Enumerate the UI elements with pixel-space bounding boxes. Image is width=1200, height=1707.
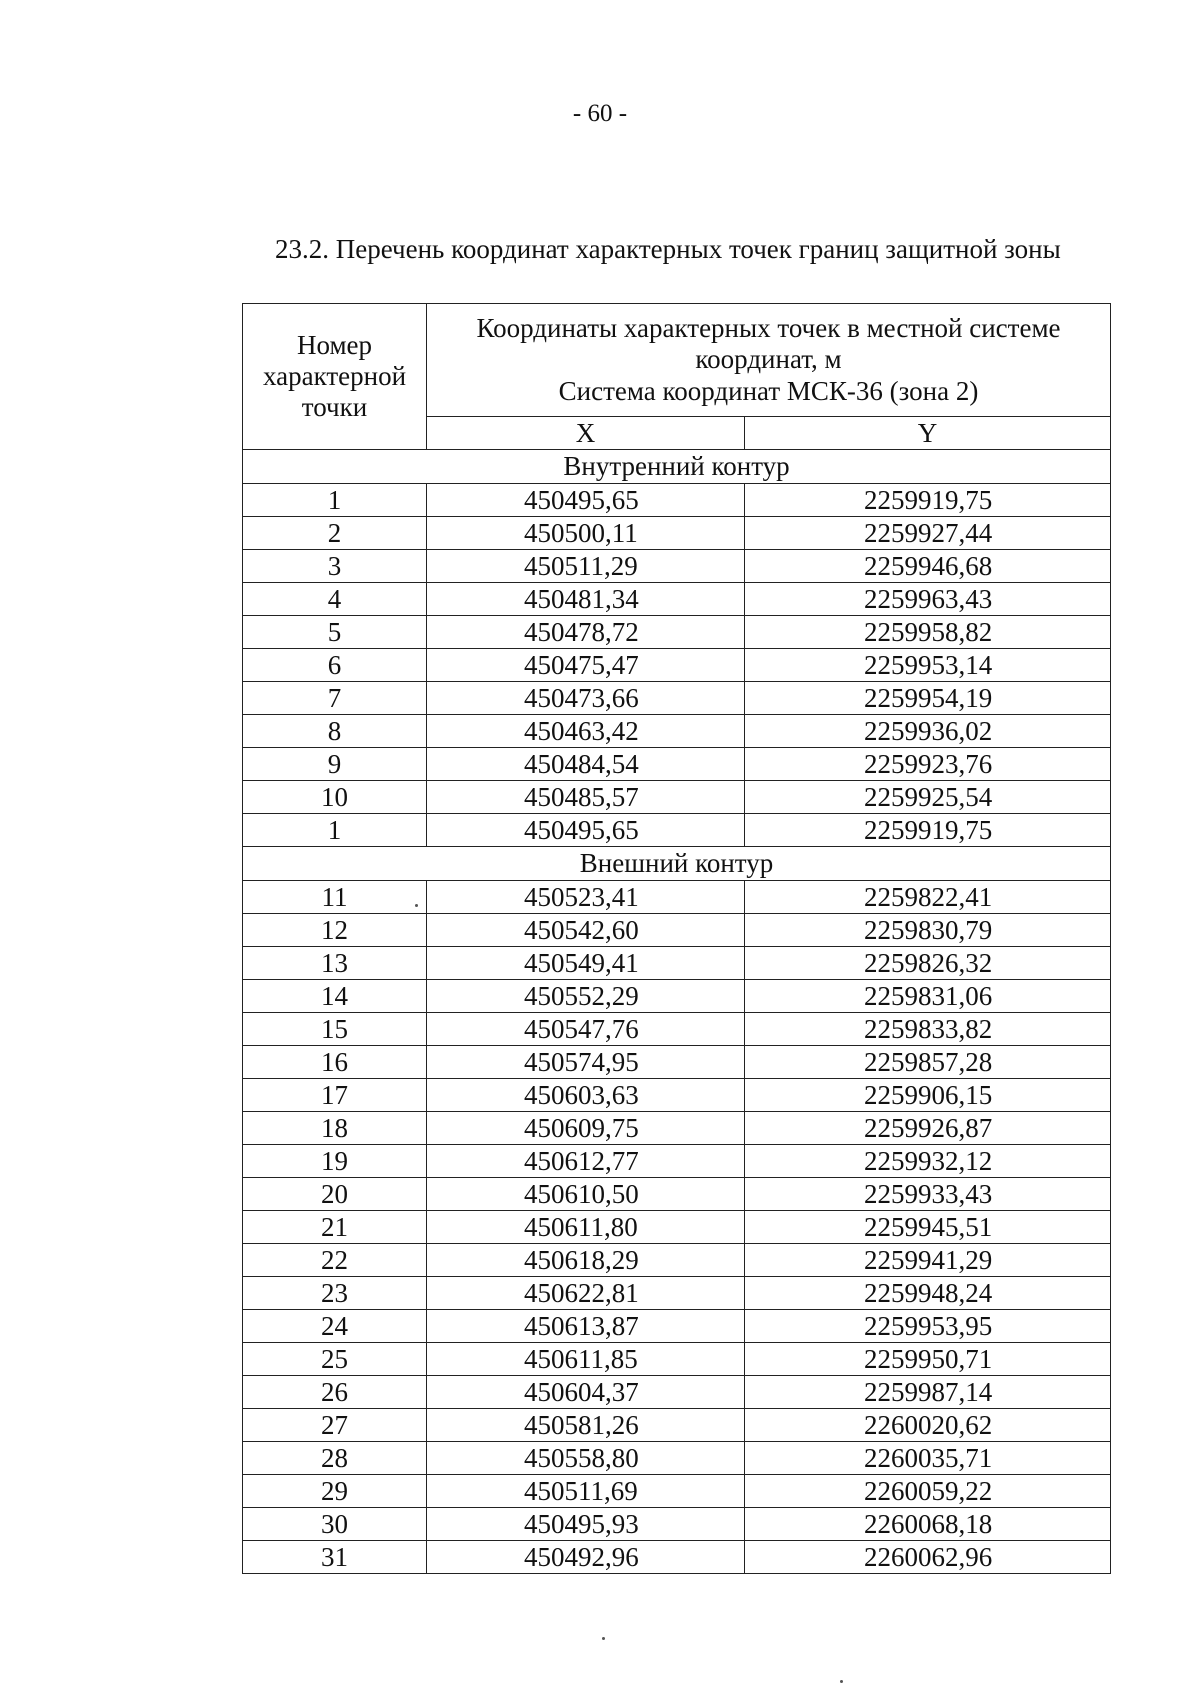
- y-coordinate-cell: 2260068,18: [745, 1508, 1111, 1541]
- point-number-cell: 31: [243, 1541, 427, 1574]
- table-row: [243, 1376, 1111, 1409]
- table-row: [243, 748, 1111, 781]
- x-coordinate-cell: 450475,47: [427, 649, 745, 682]
- table-row: [243, 781, 1111, 814]
- y-column-header: Y: [745, 417, 1111, 450]
- table-row: [243, 1541, 1111, 1574]
- y-coordinate-cell: 2259963,43: [745, 583, 1111, 616]
- x-coordinate-cell: 450495,65: [427, 484, 745, 517]
- x-coordinate-cell: 450542,60: [427, 914, 745, 947]
- point-number-cell: 20: [243, 1178, 427, 1211]
- x-coordinate-cell: 450611,80: [427, 1211, 745, 1244]
- table-header-row: [243, 304, 1111, 417]
- point-number-cell: 1: [243, 484, 427, 517]
- scan-speck: [840, 1680, 843, 1683]
- point-number-cell: 28: [243, 1442, 427, 1475]
- point-number-cell: 23: [243, 1277, 427, 1310]
- section-title: 23.2. Перечень координат характерных точек границ защитной зоны: [275, 234, 1061, 264]
- y-coordinate-cell: 2260035,71: [745, 1442, 1111, 1475]
- point-number-cell: 27: [243, 1409, 427, 1442]
- table-row: [243, 1013, 1111, 1046]
- point-number-cell: 14: [243, 980, 427, 1013]
- y-coordinate-cell: 2259826,32: [745, 947, 1111, 980]
- table-row: [243, 881, 1111, 914]
- y-coordinate-cell: 2260020,62: [745, 1409, 1111, 1442]
- x-coordinate-cell: 450500,11: [427, 517, 745, 550]
- y-coordinate-cell: 2259906,15: [745, 1079, 1111, 1112]
- x-coordinate-cell: 450549,41: [427, 947, 745, 980]
- y-coordinate-cell: 2259923,76: [745, 748, 1111, 781]
- point-number-cell: 9: [243, 748, 427, 781]
- x-coordinate-cell: 450613,87: [427, 1310, 745, 1343]
- y-coordinate-cell: 2259945,51: [745, 1211, 1111, 1244]
- y-coordinate-cell: 2259941,29: [745, 1244, 1111, 1277]
- table-row: [243, 517, 1111, 550]
- y-coordinate-cell: 2260062,96: [745, 1541, 1111, 1574]
- y-coordinate-cell: 2259987,14: [745, 1376, 1111, 1409]
- point-number-cell: 15: [243, 1013, 427, 1046]
- coordinates-header: [427, 304, 1111, 417]
- table-row: [243, 1442, 1111, 1475]
- x-coordinate-cell: 450495,93: [427, 1508, 745, 1541]
- x-coordinate-cell: 450463,42: [427, 715, 745, 748]
- x-coordinate-cell: 450473,66: [427, 682, 745, 715]
- x-coordinate-cell: 450484,54: [427, 748, 745, 781]
- x-coordinate-cell: 450603,63: [427, 1079, 745, 1112]
- y-coordinate-cell: 2259919,75: [745, 484, 1111, 517]
- x-coordinate-cell: 450612,77: [427, 1145, 745, 1178]
- x-coordinate-cell: 450611,85: [427, 1343, 745, 1376]
- y-coordinate-cell: 2259857,28: [745, 1046, 1111, 1079]
- x-coordinate-cell: 450478,72: [427, 616, 745, 649]
- table-row: [243, 649, 1111, 682]
- scan-speck: [602, 1637, 605, 1640]
- y-coordinate-cell: 2259833,82: [745, 1013, 1111, 1046]
- table-row: [243, 1277, 1111, 1310]
- table-row: [243, 1475, 1111, 1508]
- x-coordinate-cell: 450511,29: [427, 550, 745, 583]
- table-row: [243, 1343, 1111, 1376]
- y-coordinate-cell: 2259926,87: [745, 1112, 1111, 1145]
- point-number-cell: 21: [243, 1211, 427, 1244]
- table-row: [243, 1310, 1111, 1343]
- point-number-cell: 22: [243, 1244, 427, 1277]
- point-number-cell: 5: [243, 616, 427, 649]
- y-coordinate-cell: 2259933,43: [745, 1178, 1111, 1211]
- section-title-cell: Внешний контур: [243, 847, 1111, 881]
- y-coordinate-cell: 2260059,22: [745, 1475, 1111, 1508]
- x-coordinate-cell: 450581,26: [427, 1409, 745, 1442]
- table-row: [243, 1079, 1111, 1112]
- table-row: [243, 1112, 1111, 1145]
- point-number-cell: 18: [243, 1112, 427, 1145]
- table-row: [243, 715, 1111, 748]
- section-row: [243, 450, 1111, 484]
- table-row: [243, 1409, 1111, 1442]
- y-coordinate-cell: 2259958,82: [745, 616, 1111, 649]
- x-coordinate-cell: 450604,37: [427, 1376, 745, 1409]
- x-coordinate-cell: 450523,41: [427, 881, 745, 914]
- x-coordinate-cell: 450492,96: [427, 1541, 745, 1574]
- x-coordinate-cell: 450609,75: [427, 1112, 745, 1145]
- y-coordinate-cell: 2259932,12: [745, 1145, 1111, 1178]
- x-coordinate-cell: 450574,95: [427, 1046, 745, 1079]
- table-row: [243, 484, 1111, 517]
- table-row: [243, 980, 1111, 1013]
- y-coordinate-cell: 2259830,79: [745, 914, 1111, 947]
- x-column-header: X: [427, 417, 745, 450]
- coordinates-header-line1: Координаты характерных точек в местной системе координат, м: [476, 313, 1061, 375]
- section-title-cell: Внутренний контур: [243, 450, 1111, 484]
- x-coordinate-cell: 450552,29: [427, 980, 745, 1013]
- point-number-cell: 29: [243, 1475, 427, 1508]
- point-number-cell: 8: [243, 715, 427, 748]
- y-coordinate-cell: 2259831,06: [745, 980, 1111, 1013]
- x-coordinate-cell: 450481,34: [427, 583, 745, 616]
- table-row: [243, 1244, 1111, 1277]
- y-coordinate-cell: 2259954,19: [745, 682, 1111, 715]
- point-number-cell: 4: [243, 583, 427, 616]
- y-coordinate-cell: 2259946,68: [745, 550, 1111, 583]
- y-coordinate-cell: 2259948,24: [745, 1277, 1111, 1310]
- y-coordinate-cell: 2259936,02: [745, 715, 1111, 748]
- x-coordinate-cell: 450547,76: [427, 1013, 745, 1046]
- page-number: - 60 -: [572, 100, 628, 127]
- table-row: [243, 914, 1111, 947]
- point-number-cell: 6: [243, 649, 427, 682]
- y-coordinate-cell: 2259822,41: [745, 881, 1111, 914]
- x-coordinate-cell: 450511,69: [427, 1475, 745, 1508]
- scan-speck: [415, 904, 418, 907]
- table-row: [243, 583, 1111, 616]
- point-number-cell: 13: [243, 947, 427, 980]
- y-coordinate-cell: 2259950,71: [745, 1343, 1111, 1376]
- point-number-cell: 10: [243, 781, 427, 814]
- coordinate-system-label: Система координат МСК-36 (зона 2): [558, 375, 979, 406]
- point-number-cell: 30: [243, 1508, 427, 1541]
- point-number-cell: 17: [243, 1079, 427, 1112]
- table-row: [243, 814, 1111, 847]
- point-number-cell: 7: [243, 682, 427, 715]
- point-number-cell: 12: [243, 914, 427, 947]
- point-number-cell: 2: [243, 517, 427, 550]
- x-coordinate-cell: 450485,57: [427, 781, 745, 814]
- x-coordinate-cell: 450618,29: [427, 1244, 745, 1277]
- point-number-cell: 24: [243, 1310, 427, 1343]
- y-coordinate-cell: 2259953,95: [745, 1310, 1111, 1343]
- table-row: [243, 1145, 1111, 1178]
- table-row: [243, 550, 1111, 583]
- point-number-header: Номер характерной точки: [243, 304, 427, 450]
- table-row: [243, 1508, 1111, 1541]
- point-number-cell: 3: [243, 550, 427, 583]
- coordinates-table: [242, 303, 1111, 1574]
- point-number-cell: 25: [243, 1343, 427, 1376]
- y-coordinate-cell: 2259919,75: [745, 814, 1111, 847]
- y-coordinate-cell: 2259925,54: [745, 781, 1111, 814]
- table-row: [243, 1178, 1111, 1211]
- point-number-cell: 19: [243, 1145, 427, 1178]
- x-coordinate-cell: 450622,81: [427, 1277, 745, 1310]
- table-row: [243, 1211, 1111, 1244]
- y-coordinate-cell: 2259953,14: [745, 649, 1111, 682]
- point-number-cell: 11: [243, 881, 427, 914]
- table-row: [243, 1046, 1111, 1079]
- table-row: [243, 682, 1111, 715]
- table-row: [243, 947, 1111, 980]
- x-coordinate-cell: 450495,65: [427, 814, 745, 847]
- y-coordinate-cell: 2259927,44: [745, 517, 1111, 550]
- section-row: [243, 847, 1111, 881]
- point-number-cell: 1: [243, 814, 427, 847]
- point-number-cell: 16: [243, 1046, 427, 1079]
- table-row: [243, 616, 1111, 649]
- x-coordinate-cell: 450558,80: [427, 1442, 745, 1475]
- x-coordinate-cell: 450610,50: [427, 1178, 745, 1211]
- point-number-cell: 26: [243, 1376, 427, 1409]
